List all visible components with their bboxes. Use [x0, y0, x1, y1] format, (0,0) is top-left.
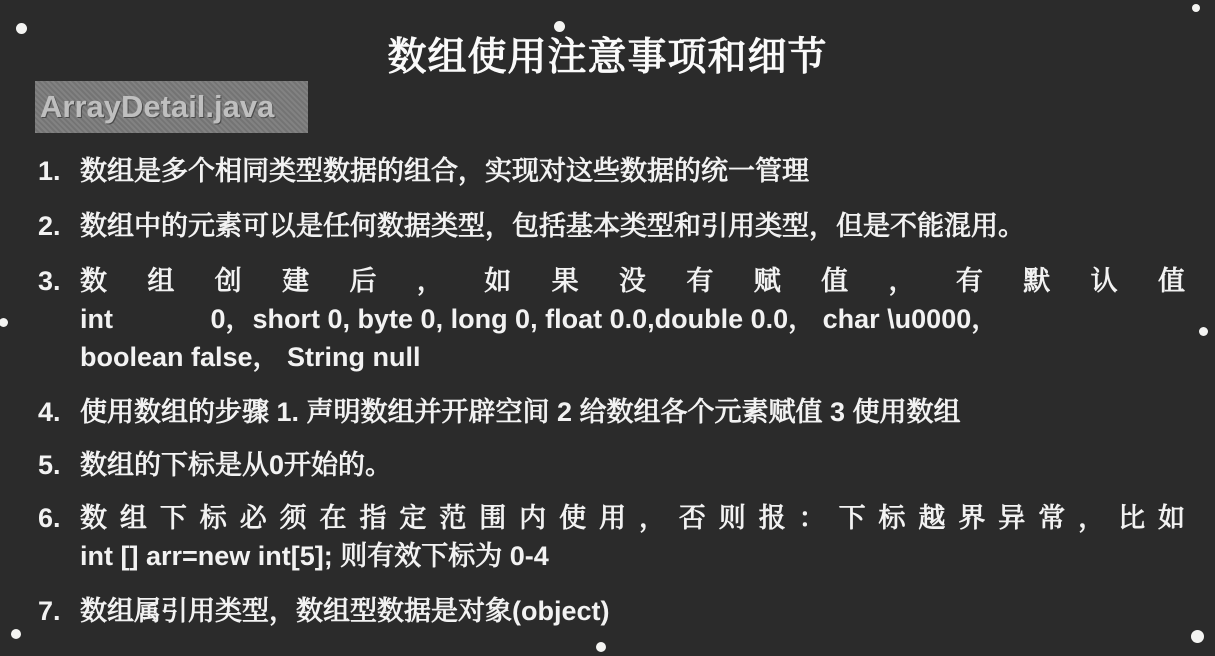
item-number: 3.: [38, 266, 61, 296]
item-number: 2.: [38, 211, 61, 241]
item-text: 数 组 下 标 必 须 在 指 定 范 围 内 使 用 ， 否 则 报 ： 下 标 越 界 异 常 ， 比 如: [80, 503, 1185, 533]
item-number: 1.: [38, 156, 61, 186]
file-label: ArrayDetail.java: [35, 81, 308, 133]
list-item-7: [38, 592, 1185, 630]
decor-dot: [11, 629, 21, 639]
item-text: 数组中的元素可以是任何数据类型，包括基本类型和引用类型，但是不能混用。: [80, 211, 1025, 241]
decor-dot: [1192, 4, 1200, 12]
item-number: 4.: [38, 397, 61, 427]
decor-dot: [1191, 630, 1204, 643]
item-text: 数组的下标是从0开始的。: [80, 450, 393, 480]
decor-dot: [596, 642, 606, 652]
decor-dot: [0, 318, 8, 327]
item-text: int [] arr=new int[5]; 则有效下标为 0-4: [80, 541, 549, 571]
list-item-2: [38, 207, 1185, 245]
list-item-3: [38, 262, 1185, 376]
item-number: 5.: [38, 450, 61, 480]
page-title: 数组使用注意事项和细节: [387, 36, 828, 79]
item-number: 7.: [38, 596, 61, 626]
item-text: 使用数组的步骤 1. 声明数组并开辟空间 2 给数组各个元素赋值 3 使用数组: [80, 397, 961, 427]
item-text: 数 组 创 建 后 ， 如 果 没 有 赋 值 ， 有 默 认 值: [80, 266, 1185, 296]
item-text: int 0，short 0, byte 0, long 0, float 0.0,double 0.0， char \u0000，: [80, 304, 999, 334]
item-text: 数组是多个相同类型数据的组合，实现对这些数据的统一管理: [80, 156, 809, 186]
list-item-1: [38, 152, 1185, 190]
list-item-6: [38, 499, 1185, 575]
decor-dot: [1199, 327, 1208, 336]
item-text: boolean false， String null: [80, 342, 421, 372]
list-item-5: [38, 446, 1185, 484]
list-item-4: [38, 393, 1185, 431]
item-number: 6.: [38, 503, 61, 533]
item-text: 数组属引用类型，数组型数据是对象(object): [80, 596, 610, 626]
